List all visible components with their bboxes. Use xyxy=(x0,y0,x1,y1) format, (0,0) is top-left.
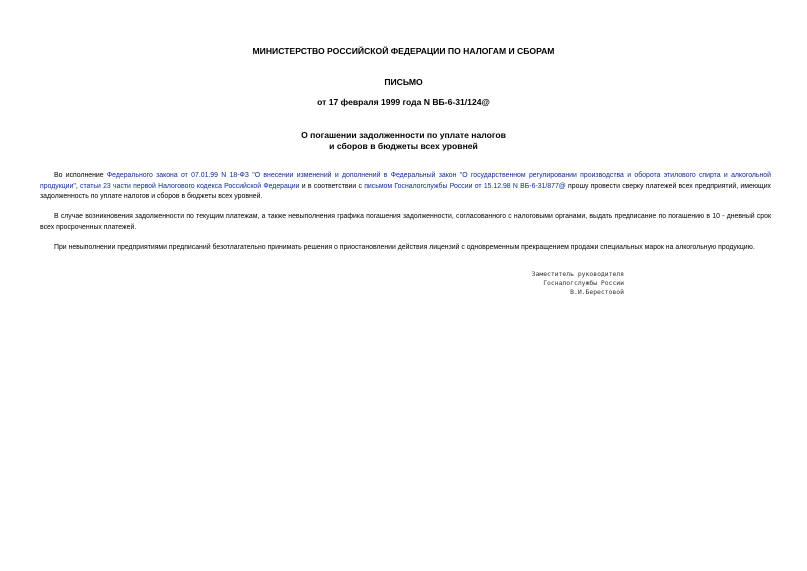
paragraph-1-text-c: и в соответствии с xyxy=(299,182,365,190)
paragraph-1 xyxy=(40,171,771,203)
signature-name: В.И.Берестовой xyxy=(570,288,624,296)
paragraph-1-text-d: прошу провести сверку платежей всех предприятий, имеющих задолженность по уплате налогов и сборов в бюджеты всех уровней. xyxy=(40,182,771,200)
document-date-number: от 17 февраля 1999 года N ВБ-6-31/124@ xyxy=(317,97,490,107)
ministry-heading: МИНИСТЕРСТВО РОССИЙСКОЙ ФЕДЕРАЦИИ ПО НАЛОГАМ И СБОРАМ xyxy=(252,46,555,56)
subject-line-2: и сборов в бюджеты всех уровней xyxy=(329,141,478,151)
paragraph-2 xyxy=(40,212,771,233)
signature-block xyxy=(470,270,624,297)
paragraph-1-text-a: Во исполнение xyxy=(54,172,107,179)
federal-law-link[interactable]: Федерального закона от 07.01.99 N 18-ФЗ "О внесении изменений и дополнений в Федеральный закон "О государственном регулировании производства и оборота этилового спирта и алкогольной продукции" xyxy=(40,172,771,190)
signature-organization: Госналогслужбы России xyxy=(543,279,624,287)
paragraph-2-text: В случае возникновения задолженности по текущим платежам, а также невыполнения графика погашения задолженности, согласованного с налоговыми органами, выдать предписание по погашению в 10 - дневный срок всех просроченных платежей. xyxy=(40,213,771,231)
paragraph-1-text-b: , xyxy=(75,182,81,190)
paragraph-3-text: При невыполнении предприятиями предписаний безотлагательно принимать решения о приостановлении действия лицензий с одновременным прекращением продажи специальных марок на алкогольную продукцию. xyxy=(54,244,755,251)
document-type-heading: ПИСЬМО xyxy=(384,77,423,87)
tax-service-letter-link[interactable]: письмом Госналогслужбы России от 15.12.98 N ВБ-6-31/877@ xyxy=(364,182,566,190)
subject-line-1: О погашении задолженности по уплате налогов xyxy=(301,130,506,140)
tax-code-article-link[interactable]: статьи 23 части первой Налогового кодекса Российской Федерации xyxy=(80,182,300,190)
signature-position: Заместитель руководителя xyxy=(531,270,624,278)
document-subject xyxy=(0,130,807,152)
paragraph-3 xyxy=(40,243,771,254)
